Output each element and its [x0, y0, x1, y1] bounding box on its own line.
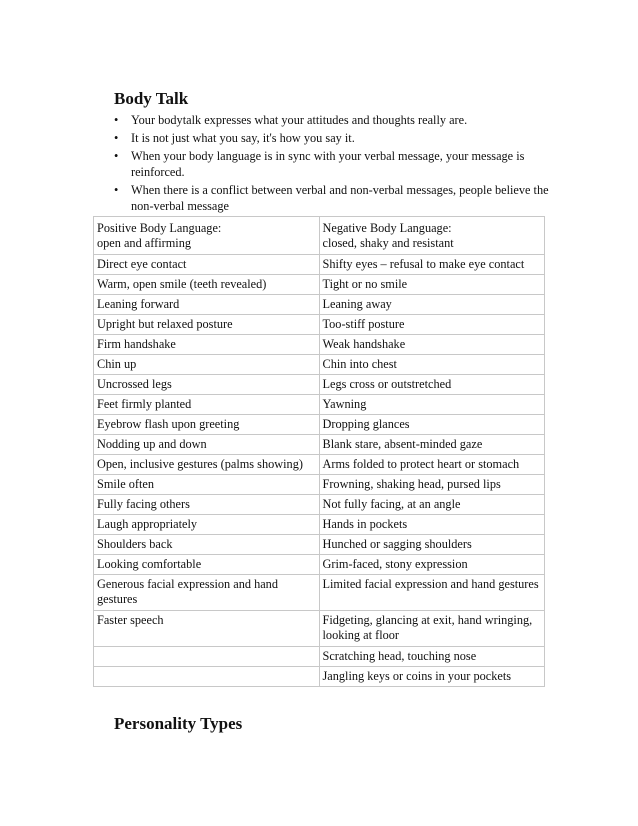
table-row — [94, 611, 545, 647]
body-language-table — [93, 216, 545, 687]
bullet-text: It is not just what you say, it's how you say it. — [131, 131, 355, 145]
list-item — [110, 112, 550, 128]
negative-cell: Blank stare, absent-minded gaze — [319, 435, 545, 455]
positive-cell: Looking comfortable — [94, 555, 320, 575]
positive-cell: Direct eye contact — [94, 255, 320, 275]
negative-cell: Hands in pockets — [319, 515, 545, 535]
negative-header-subtitle: closed, shaky and resistant — [322, 236, 454, 250]
table-row — [94, 647, 545, 667]
negative-header-cell — [319, 217, 545, 255]
negative-cell: Shifty eyes – refusal to make eye contact — [319, 255, 545, 275]
table-row — [94, 335, 545, 355]
table-row — [94, 667, 545, 687]
positive-cell: Fully facing others — [94, 495, 320, 515]
body-talk-bullet-list — [110, 112, 550, 216]
positive-cell: Leaning forward — [94, 295, 320, 315]
bullet-text: When your body language is in sync with your verbal message, your message is reinforced. — [131, 149, 525, 179]
negative-cell: Arms folded to protect heart or stomach — [319, 455, 545, 475]
table-row — [94, 535, 545, 555]
negative-cell: Limited facial expression and hand gestures — [319, 575, 545, 611]
table-header-row — [94, 217, 545, 255]
table-row — [94, 295, 545, 315]
negative-cell: Hunched or sagging shoulders — [319, 535, 545, 555]
positive-cell: Open, inclusive gestures (palms showing) — [94, 455, 320, 475]
table-row — [94, 355, 545, 375]
positive-cell: Firm handshake — [94, 335, 320, 355]
negative-cell: Grim-faced, stony expression — [319, 555, 545, 575]
negative-cell: Dropping glances — [319, 415, 545, 435]
positive-cell: Smile often — [94, 475, 320, 495]
table-row — [94, 475, 545, 495]
positive-cell: Feet firmly planted — [94, 395, 320, 415]
list-item — [110, 148, 550, 180]
list-item — [110, 130, 550, 146]
negative-cell: Legs cross or outstretched — [319, 375, 545, 395]
negative-cell: Chin into chest — [319, 355, 545, 375]
positive-cell: Shoulders back — [94, 535, 320, 555]
table-row — [94, 555, 545, 575]
table-row — [94, 315, 545, 335]
positive-cell: Laugh appropriately — [94, 515, 320, 535]
table-row — [94, 375, 545, 395]
positive-cell: Faster speech — [94, 611, 320, 647]
positive-cell: Chin up — [94, 355, 320, 375]
negative-cell: Frowning, shaking head, pursed lips — [319, 475, 545, 495]
bullet-icon: • — [114, 113, 119, 127]
body-talk-heading: Body Talk — [114, 89, 189, 108]
table-row — [94, 515, 545, 535]
positive-cell: Nodding up and down — [94, 435, 320, 455]
bullet-text: Your bodytalk expresses what your attitudes and thoughts really are. — [131, 113, 468, 127]
negative-cell: Too-stiff posture — [319, 315, 545, 335]
table-row — [94, 395, 545, 415]
list-item — [110, 182, 550, 214]
personality-types-heading: Personality Types — [114, 714, 243, 733]
negative-cell: Leaning away — [319, 295, 545, 315]
negative-cell: Weak handshake — [319, 335, 545, 355]
bullet-icon: • — [114, 149, 119, 163]
negative-cell: Yawning — [319, 395, 545, 415]
positive-header-subtitle: open and affirming — [97, 236, 192, 250]
table-row — [94, 455, 545, 475]
negative-header-title: Negative Body Language: — [322, 221, 452, 235]
negative-cell: Tight or no smile — [319, 275, 545, 295]
positive-header-title: Positive Body Language: — [97, 221, 222, 235]
table-row — [94, 415, 545, 435]
negative-cell: Not fully facing, at an angle — [319, 495, 545, 515]
positive-cell — [94, 667, 320, 687]
table-row — [94, 495, 545, 515]
positive-cell — [94, 647, 320, 667]
positive-cell: Generous facial expression and hand gestures — [94, 575, 320, 611]
positive-cell: Upright but relaxed posture — [94, 315, 320, 335]
bullet-text: When there is a conflict between verbal and non-verbal messages, people believe the non-verbal message — [131, 183, 549, 213]
table-row — [94, 255, 545, 275]
negative-cell: Jangling keys or coins in your pockets — [319, 667, 545, 687]
table-row — [94, 275, 545, 295]
positive-cell: Uncrossed legs — [94, 375, 320, 395]
table-row — [94, 575, 545, 611]
positive-cell: Eyebrow flash upon greeting — [94, 415, 320, 435]
bullet-icon: • — [114, 131, 119, 145]
positive-header-cell — [94, 217, 320, 255]
table-row — [94, 435, 545, 455]
bullet-icon: • — [114, 183, 119, 197]
positive-cell: Warm, open smile (teeth revealed) — [94, 275, 320, 295]
negative-cell: Fidgeting, glancing at exit, hand wringing, looking at floor — [319, 611, 545, 647]
negative-cell: Scratching head, touching nose — [319, 647, 545, 667]
